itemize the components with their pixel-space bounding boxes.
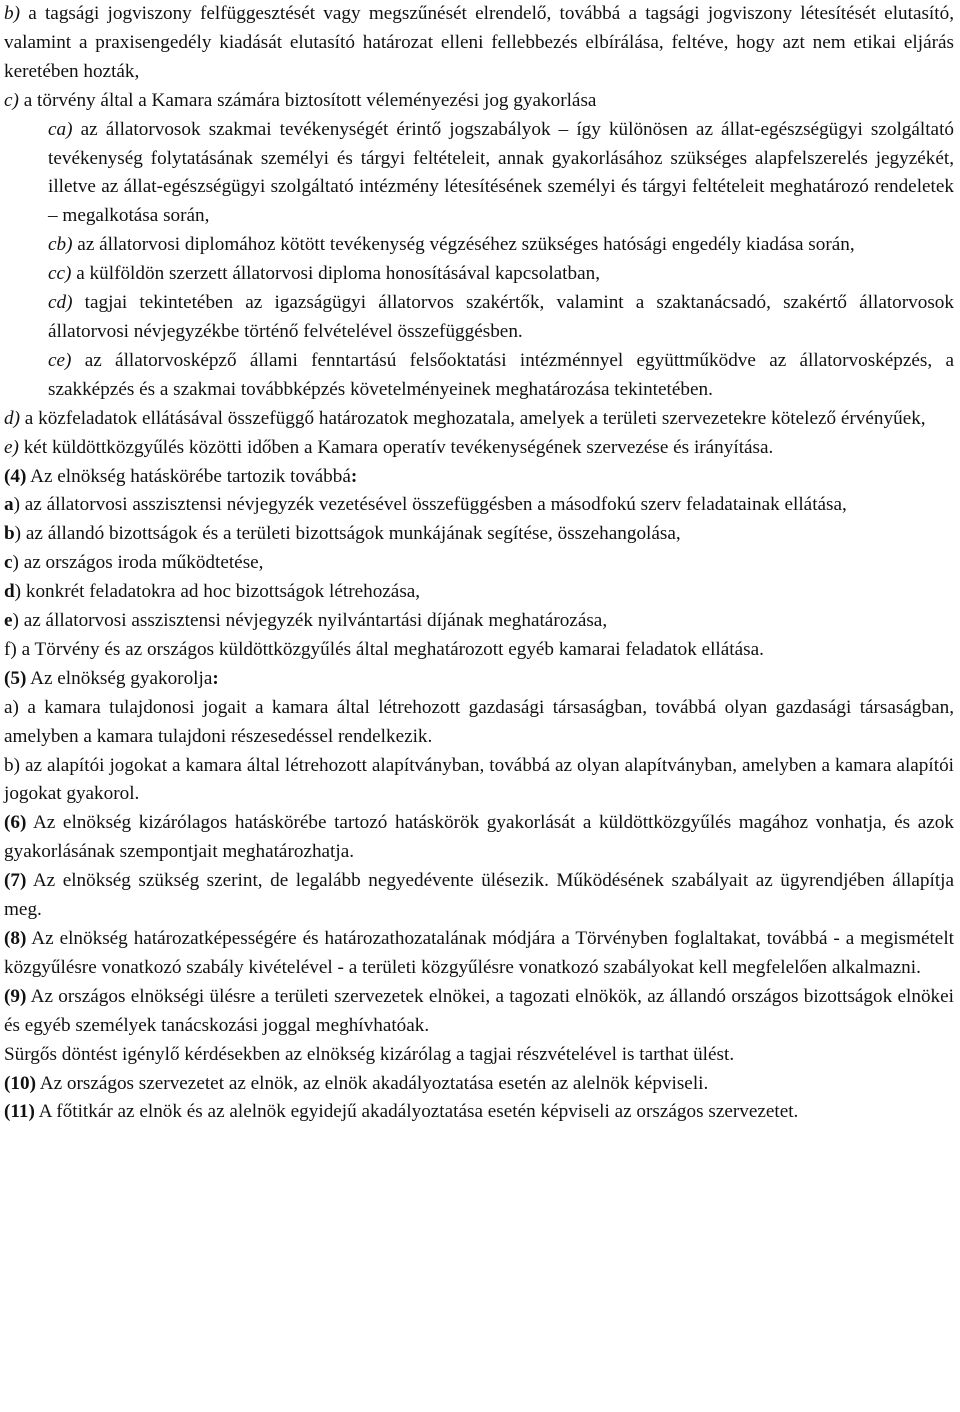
section-9-continuation <box>4 1041 954 1070</box>
paragraph-ca <box>4 116 954 232</box>
item-text: ) konkrét feladatokra ad hoc bizottságok létrehozása, <box>14 581 421 603</box>
section-text: Az elnökség határozatképességére és határozathozatalának módjára a Törvényben foglaltakat, továbbá - a megismételt közgyűlésre vonatkozó szabály kivételével - a területi közgyűlésre vonatkozó szabályokat kell megfelelően alkalmazni. <box>4 928 954 978</box>
paragraph-c <box>4 87 954 116</box>
section-number: (7) <box>4 870 27 892</box>
paragraph-4a <box>4 491 954 520</box>
section-8 <box>4 925 954 983</box>
section-6 <box>4 809 954 867</box>
paragraph-4c <box>4 549 954 578</box>
item-label: ca) <box>48 118 73 140</box>
section-text: Az elnökség szükség szerint, de legalább negyedévente ülésezik. Működésének szabályait az ügyrendjében állapítja meg. <box>4 870 954 921</box>
section-colon: : <box>350 465 358 487</box>
item-label: cc) <box>48 263 72 285</box>
item-label: cd) <box>48 292 73 314</box>
section-number: (11) <box>4 1101 35 1123</box>
section-7 <box>4 867 954 925</box>
section-9 <box>4 983 954 1041</box>
item-text: a közfeladatok ellátásával összefüggő határozatok meghozatala, amelyek a területi szervezetekre kötelező érvényűek, <box>19 407 926 429</box>
section-number: (4) <box>4 465 27 487</box>
paragraph-d <box>4 405 954 434</box>
paragraph-5a <box>4 694 954 752</box>
item-text: az állatorvosi diplomához kötött tevékenység végzéséhez szükséges hatósági engedély kiadása során, <box>72 234 855 256</box>
section-text: Az országos elnökségi ülésre a területi szervezetek elnökei, a tagozati elnökök, az állandó országos bizottságok elnökei és egyéb személyek tanácskozási joggal meghívhatóak. <box>4 985 954 1036</box>
paragraph-b <box>4 0 954 87</box>
item-text: b) az alapítói jogokat a kamara által létrehozott alapítványban, továbbá az olyan alapítványban, amelyben a kamara alapítói jogokat gyakorol. <box>4 754 954 805</box>
paragraph-4d <box>4 578 954 607</box>
paragraph-4e <box>4 607 954 636</box>
item-label: b <box>4 523 15 545</box>
item-text: ) az állandó bizottságok és a területi bizottságok munkájának segítése, összehangolása, <box>14 523 681 545</box>
item-label: d) <box>4 407 20 429</box>
section-text: Az országos szervezetet az elnök, az elnök akadályoztatása esetén az alelnök képviseli. <box>35 1072 709 1094</box>
item-text: az állatorvosok szakmai tevékenységét érintő jogszabályok – így különösen az állat-egészségügyi szolgáltató tevékenység folytatásának személyi és tárgyi feltételeit, annak gyakorlásához szükséges alapfelszerelés jegyzékét, illetve az állat-egészségügyi szolgáltató intézmény létesítésének személyi és tárgyi feltételeit meghatározó rendeletek – megalkotása során, <box>48 118 954 227</box>
item-text: ) az országos iroda működtetése, <box>12 552 264 574</box>
paragraph-4f <box>4 636 954 665</box>
section-text: Az elnökség kizárólagos hatáskörébe tartozó hatáskörök gyakorlását a küldöttközgyűlés magához vonhatja, és azok gyakorlásának szempontjait meghatározhatja. <box>4 812 954 863</box>
item-text: f) a Törvény és az országos küldöttközgyűlés által meghatározott egyéb kamarai feladatok ellátása. <box>4 638 764 660</box>
section-text: Sürgős döntést igénylő kérdésekben az elnökség kizárólag a tagjai részvételével is tarthat ülést. <box>4 1043 735 1065</box>
paragraph-4b <box>4 520 954 549</box>
item-label: e) <box>4 436 19 458</box>
item-label: ce) <box>48 349 72 371</box>
section-11 <box>4 1098 954 1127</box>
section-number: (6) <box>4 812 27 834</box>
section-number: (5) <box>4 667 27 689</box>
item-text: az állatorvosképző állami fenntartású felsőoktatási intézménnyel együttműködve az állatorvosképzés, a szakképzés és a szakmai továbbképzés követelményeinek meghatározása tekintetében. <box>48 349 954 400</box>
item-label: b) <box>4 3 20 24</box>
item-text: a külföldön szerzett állatorvosi diploma honosításával kapcsolatban, <box>71 263 601 285</box>
item-label: cb) <box>48 234 73 256</box>
item-text: a tagsági jogviszony felfüggesztését vagy megszűnését elrendelő, továbbá a tagsági jogviszony létesítését elutasító, valamint a praxisengedély kiadását elutasító határozat elleni fellebbezés elbírálása, feltéve, hogy azt nem etikai eljárás keretében hozták, <box>4 3 954 82</box>
section-colon: : <box>212 667 219 689</box>
item-label: c) <box>4 89 19 111</box>
section-text: Az elnökség hatáskörébe tartozik továbbá <box>26 465 351 487</box>
section-4-heading <box>4 463 954 492</box>
item-text: a) a kamara tulajdonosi jogait a kamara által létrehozott gazdasági társaságban, továbbá olyan gazdasági társaságban, amelyben a kamara tulajdoni részesedéssel rendelkezik. <box>4 696 954 747</box>
paragraph-cd <box>4 289 954 347</box>
section-10 <box>4 1070 954 1099</box>
item-text: ) az állatorvosi asszisztensi névjegyzék vezetésével összefüggésben a másodfokú szerv feladatainak ellátása, <box>13 494 847 516</box>
section-number: (8) <box>4 928 27 949</box>
section-number: (9) <box>4 985 27 1007</box>
item-label: d <box>4 581 15 603</box>
item-label: a <box>4 494 14 516</box>
section-number: (10) <box>4 1072 36 1094</box>
item-text: a törvény által a Kamara számára biztosított véleményezési jog gyakorlása <box>18 89 597 111</box>
item-text: két küldöttközgyűlés közötti időben a Kamara operatív tevékenységének szervezése és irányítása. <box>18 436 774 458</box>
section-text: A főtitkár az elnök és az alelnök egyidejű akadályoztatása esetén képviseli az országos szervezetet. <box>34 1101 799 1123</box>
paragraph-cc <box>4 260 954 289</box>
item-text: ) az állatorvosi asszisztensi névjegyzék nyilvántartási díjának meghatározása, <box>12 610 608 632</box>
paragraph-ce <box>4 347 954 405</box>
paragraph-e <box>4 434 954 463</box>
item-label: c <box>4 552 13 574</box>
section-text: Az elnökség gyakorolja <box>26 667 213 689</box>
section-5-heading <box>4 665 954 694</box>
paragraph-cb <box>4 231 954 260</box>
item-label: e <box>4 610 13 632</box>
paragraph-5b <box>4 752 954 810</box>
item-text: tagjai tekintetében az igazságügyi állatorvos szakértők, valamint a szaktanácsadó, szakértő állatorvosok állatorvosi névjegyzékbe történő felvételével összefüggésben. <box>48 292 954 342</box>
